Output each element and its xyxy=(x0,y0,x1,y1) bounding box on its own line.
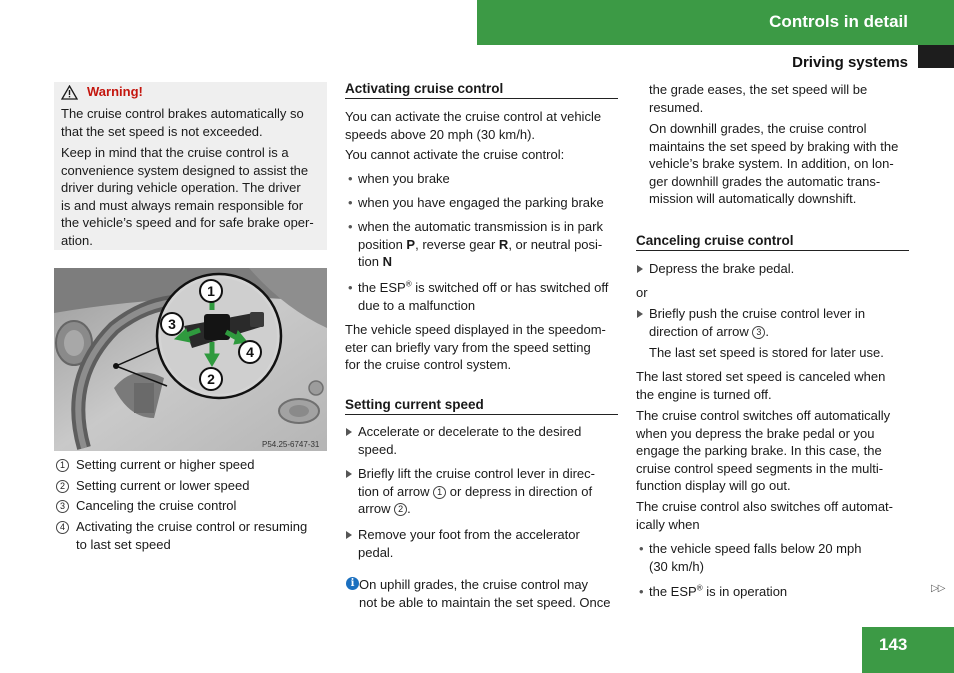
stored-note: The last set speed is stored for later use. xyxy=(649,345,884,360)
legend-item-1: 1 Setting current or higher speed xyxy=(56,456,328,474)
continue-arrow-icon: ▷▷ xyxy=(931,583,945,594)
setting-step-2: Briefly lift the cruise control lever in direc- tion of arrow 1 or depress in direction of arrow 2 . xyxy=(345,465,638,518)
warning-label: Warning! xyxy=(87,84,143,99)
canceling-step-2: Briefly push the cruise control lever in direction of arrow 3 . xyxy=(636,305,929,340)
subsection-title: Driving systems xyxy=(792,54,908,71)
info-icon: i xyxy=(346,577,359,590)
legend-item-4: 4 Activating the cruise control or resuming to last set speed xyxy=(56,518,328,554)
bullet-esp: • the ESP® is switched off or has switched off due to a malfunction xyxy=(345,279,638,314)
legend-item-3: 3 Canceling the cruise control xyxy=(56,497,328,515)
bullet-speed-below: • the vehicle speed falls below 20 mph (30 km/h) xyxy=(636,540,919,575)
image-code: P54.25-6747-31 xyxy=(262,440,320,449)
activating-intro: You can activate the cruise control at vehicle speeds above 20 mph (30 km/h). xyxy=(345,109,602,142)
section-title: Controls in detail xyxy=(769,12,908,31)
canceling-heading: Canceling cruise control xyxy=(636,233,909,251)
section-tab xyxy=(918,45,954,68)
uphill-note-continued: the grade eases, the set speed will be resumed. xyxy=(649,82,868,115)
setting-step-3: Remove your foot from the accelerator pedal. xyxy=(345,526,638,561)
auto-off-note: The cruise control switches off automatically when you depress the brake pedal or you engage the parking brake. In this case, the cruise control speed segments in the multi- function display will go out. xyxy=(636,408,891,494)
page-number: 143 xyxy=(879,635,908,654)
canceling-or: or xyxy=(636,285,648,300)
setting-heading: Setting current speed xyxy=(345,397,618,415)
downhill-note: On downhill grades, the cruise control maintains the set speed by braking with the vehicle’s brake system. In addition, on lon- ger downhill grades the automatic trans- mission will automatically downshift. xyxy=(649,121,899,207)
cruise-control-lever-figure xyxy=(54,268,327,451)
callout-4: 4 xyxy=(246,344,254,360)
canceled-note: The last stored set speed is canceled when the engine is turned off. xyxy=(636,369,886,402)
speedometer-note: The vehicle speed displayed in the speedom- eter can briefly vary from the speed setting for the cruise control system. xyxy=(345,322,606,373)
bullet-brake: • when you brake xyxy=(345,170,450,188)
bullet-parking-brake: • when you have engaged the parking brake xyxy=(345,194,604,212)
bullet-transmission: • when the automatic transmission is in park position P, reverse gear R, or neutral posi- tion N xyxy=(345,218,638,271)
callout-1: 1 xyxy=(207,283,215,299)
warning-paragraph-2: Keep in mind that the cruise control is a convenience system designed to assist the driver during vehicle operation. The driver is and must always remain responsible for the vehicle’s speed and for safe brake oper- ation. xyxy=(61,145,314,248)
activating-heading: Activating cruise control xyxy=(345,81,618,99)
bullet-esp-operation: • the ESP® is in operation xyxy=(636,583,787,601)
legend-item-2: 2 Setting current or lower speed xyxy=(56,477,328,495)
canceling-step-1: Depress the brake pedal. xyxy=(636,260,794,278)
page-number-box xyxy=(862,627,954,673)
warning-paragraph-1: The cruise control brakes automatically so that the set speed is not exceeded. xyxy=(61,106,304,139)
warning-triangle-icon xyxy=(61,85,78,100)
callout-3: 3 xyxy=(168,316,176,332)
setting-step-1: Accelerate or decelerate to the desired speed. xyxy=(345,423,638,458)
also-off-note: The cruise control also switches off automat- ically when xyxy=(636,499,893,532)
uphill-note: On uphill grades, the cruise control may not be able to maintain the set speed. Once xyxy=(359,577,611,610)
activating-cannot: You cannot activate the cruise control: xyxy=(345,147,565,162)
callout-2: 2 xyxy=(207,371,215,387)
